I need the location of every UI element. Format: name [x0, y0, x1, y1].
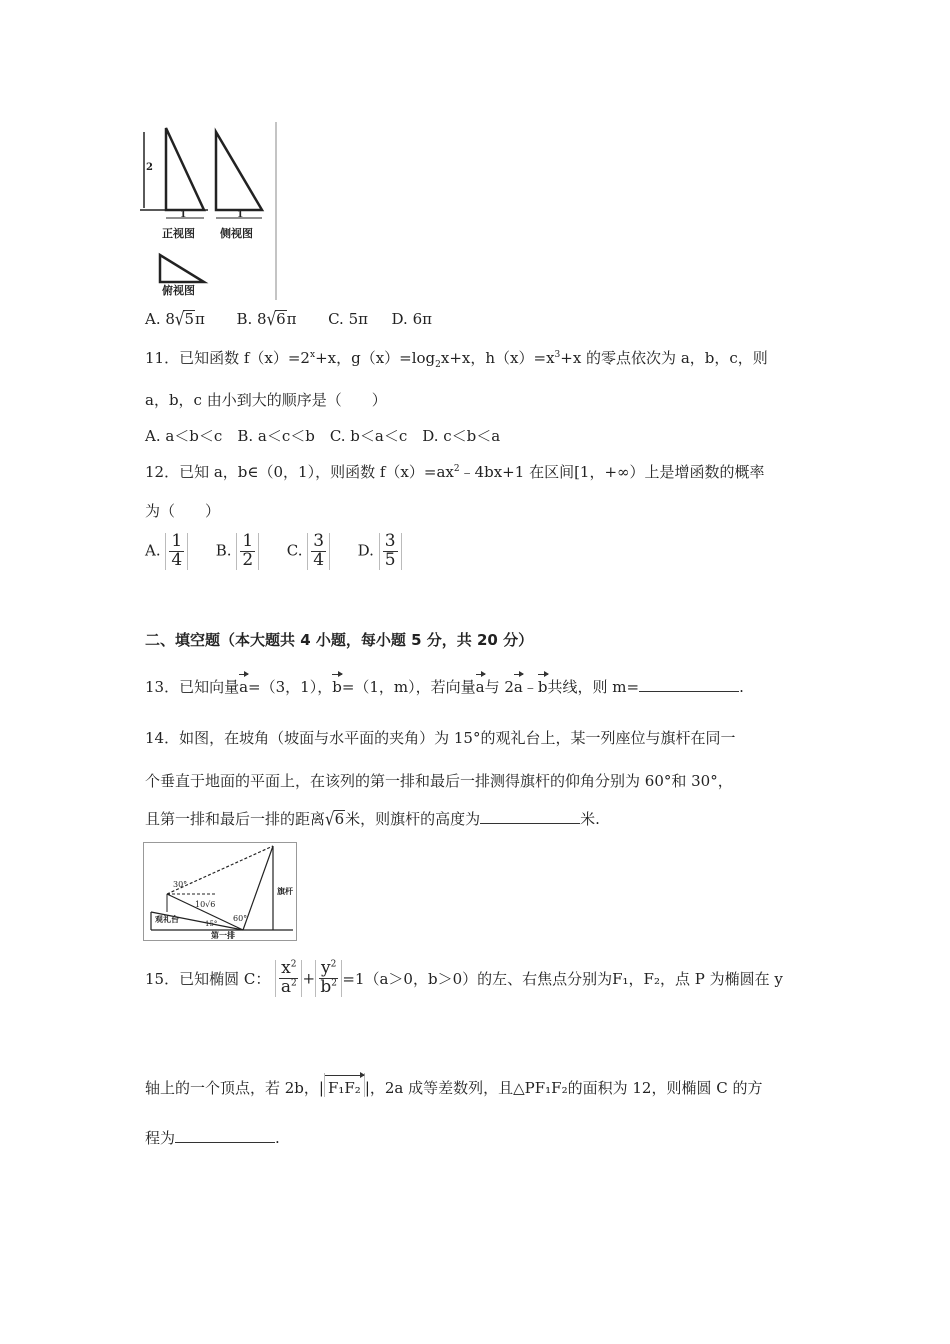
- q15-y-fraction: [315, 960, 342, 997]
- three-view-figure: [140, 122, 280, 300]
- q12-line1: [145, 461, 765, 482]
- q15-y-sup: 2: [330, 959, 337, 970]
- section-2-title: 二、填空题（本大题共 4 小题，每小题 5 分，共 20 分）: [145, 631, 534, 649]
- flagpole-figure: [143, 842, 298, 942]
- q13-text-d: 与 2: [484, 678, 514, 696]
- q10-option-b: B. 8: [236, 310, 267, 328]
- q15-x: x: [281, 958, 291, 978]
- q14-answer-blank: [480, 809, 580, 824]
- q10-option-a-pi: π: [195, 310, 205, 328]
- vector-f1f2: F₁F₂: [324, 1073, 365, 1097]
- q12-b-num: 1: [242, 531, 254, 551]
- q15-y: y: [321, 958, 331, 978]
- q12-option-d-label: D.: [357, 541, 374, 560]
- platform-label: 观礼台: [155, 914, 179, 924]
- q11-sub-2: 2: [435, 360, 441, 370]
- q12-a-den: 4: [171, 549, 183, 570]
- q12-text-b: ﹣4bx+1 在区间[1，+∞）上是增函数的概率: [459, 463, 765, 481]
- q14-text-a: 且第一排和最后一排的距离: [145, 810, 326, 828]
- q15-b: b: [320, 976, 332, 997]
- q12-sup-2: 2: [453, 464, 460, 474]
- q13-period: .: [739, 678, 744, 696]
- q12-text-a: 12．已知 a，b∈（0，1），则函数 f（x）=ax: [145, 463, 454, 481]
- vector-a: a: [476, 672, 485, 696]
- q12-option-b-label: B.: [215, 541, 232, 560]
- q12-options: [145, 533, 402, 570]
- q11-line2: a，b，c 由小到大的顺序是（ ）: [145, 391, 387, 409]
- q14-text-c: 米.: [580, 810, 600, 828]
- q11-sup-x: x: [309, 350, 316, 360]
- q15-answer-blank: [175, 1128, 275, 1143]
- q12-line2: 为（ ）: [145, 502, 221, 520]
- side-width-label: 1: [237, 210, 244, 220]
- q12-option-c-label: C.: [286, 541, 303, 560]
- q15-plus: +: [302, 969, 316, 988]
- q15-text-d: |，2a 成等差数列，且△PF₁F₂的面积为 12，则椭圆 C 的方: [364, 1079, 763, 1097]
- q11-text-b: +x，g（x）=log: [315, 349, 436, 367]
- q15-line1: [145, 960, 783, 997]
- q11-text-d: +x 的零点依次为 a，b，c，则: [560, 349, 768, 367]
- q11-options: A. a＜b＜c B. a＜c＜b C. b＜a＜c D. c＜b＜a: [145, 427, 501, 445]
- q13-text-a: 13．已知向量: [145, 678, 240, 696]
- height-label: 2: [146, 162, 153, 173]
- q11-text-c: x+x，h（x）=x: [440, 349, 555, 367]
- q14-line2: 个垂直于地面的平面上，在该列的第一排和最后一排测得旗杆的仰角分别为 60°和 30°，: [145, 772, 733, 790]
- vector-b: b: [332, 672, 342, 696]
- front-width-label: 1: [180, 210, 187, 220]
- q10-option-a: A. 8: [145, 310, 175, 328]
- q14-line1: 14．如图，在坡角（坡面与水平面的夹角）为 15°的观礼台上，某一列座位与旗杆在同一: [145, 729, 736, 747]
- q10-option-a-radicand: 5: [184, 310, 195, 328]
- three-view-drawing: [140, 122, 280, 300]
- vector-a: a: [514, 672, 523, 696]
- q11-text-a: 11．已知函数 f（x）=2: [145, 349, 310, 367]
- q12-option-d-fraction: [379, 533, 402, 570]
- q12-option-a-label: A.: [145, 541, 161, 560]
- q12-option-a-fraction: [165, 533, 188, 570]
- q15-line3: [145, 1127, 280, 1148]
- q11-line1: [145, 347, 768, 370]
- q15-text-e: 程为: [145, 1129, 176, 1147]
- side-view-label: 侧视图: [220, 227, 253, 240]
- flagpole-drawing: [143, 842, 298, 942]
- q12-a-num: 1: [171, 531, 183, 551]
- flagpole-label: 旗杆: [277, 886, 293, 896]
- q13-text-c: =（1，m），若向量: [341, 678, 476, 696]
- distance-label: 10√6: [195, 900, 216, 909]
- q12-option-b-fraction: [236, 533, 259, 570]
- q15-a-sup: 2: [290, 978, 297, 989]
- q12-d-den: 5: [384, 549, 396, 570]
- q11-sup-3: 3: [554, 350, 561, 360]
- vector-b: b: [538, 672, 548, 696]
- q10-option-b-pi: π: [286, 310, 297, 328]
- q10-option-c: C. 5π: [328, 310, 368, 328]
- q14-text-b: 米，则旗杆的高度为: [345, 810, 481, 828]
- q12-b-den: 2: [242, 549, 254, 570]
- q13-line: [145, 672, 744, 697]
- q10-options: A. 8√5π B. 8√6π C. 5π D. 6π: [145, 308, 432, 330]
- q12-c-num: 3: [313, 531, 325, 551]
- q15-text-c: 轴上的一个顶点，若 2b，|: [145, 1079, 324, 1097]
- angle-15-label: 15°: [205, 920, 218, 928]
- q10-option-b-radicand: 6: [276, 310, 286, 328]
- q15-x-fraction: [275, 960, 302, 997]
- q13-minus: ﹣: [522, 678, 538, 696]
- q15-b-sup: 2: [331, 978, 338, 989]
- q14-radicand: 6: [334, 810, 345, 828]
- vector-a: a: [239, 672, 248, 696]
- q10-option-d: D. 6π: [391, 310, 432, 328]
- angle-60-label: 60°: [233, 914, 248, 923]
- first-row-label: 第一排: [211, 930, 235, 940]
- front-view-label: 正视图: [162, 227, 195, 240]
- q13-text-e: 共线，则 m=: [547, 678, 640, 696]
- angle-30-label: 30°: [173, 880, 188, 889]
- q12-option-c-fraction: [307, 533, 330, 570]
- q15-a: a: [280, 976, 291, 997]
- q12-d-num: 3: [384, 531, 396, 551]
- q15-text-b: =1（a＞0，b＞0）的左、右焦点分别为F₁，F₂，点 P 为椭圆在 y: [342, 969, 783, 988]
- q13-text-b: =（3，1），: [248, 678, 333, 696]
- q13-answer-blank: [639, 677, 739, 692]
- q15-line2: [145, 1073, 762, 1098]
- q15-x-sup: 2: [290, 959, 297, 970]
- q15-text-a: 15．已知椭圆 C：: [145, 969, 271, 988]
- q14-line3: 且第一排和最后一排的距离√6米，则旗杆的高度为 米.: [145, 808, 600, 830]
- q15-period: .: [275, 1129, 280, 1147]
- q12-c-den: 4: [313, 549, 325, 570]
- top-view-label: 俯视图: [162, 284, 195, 297]
